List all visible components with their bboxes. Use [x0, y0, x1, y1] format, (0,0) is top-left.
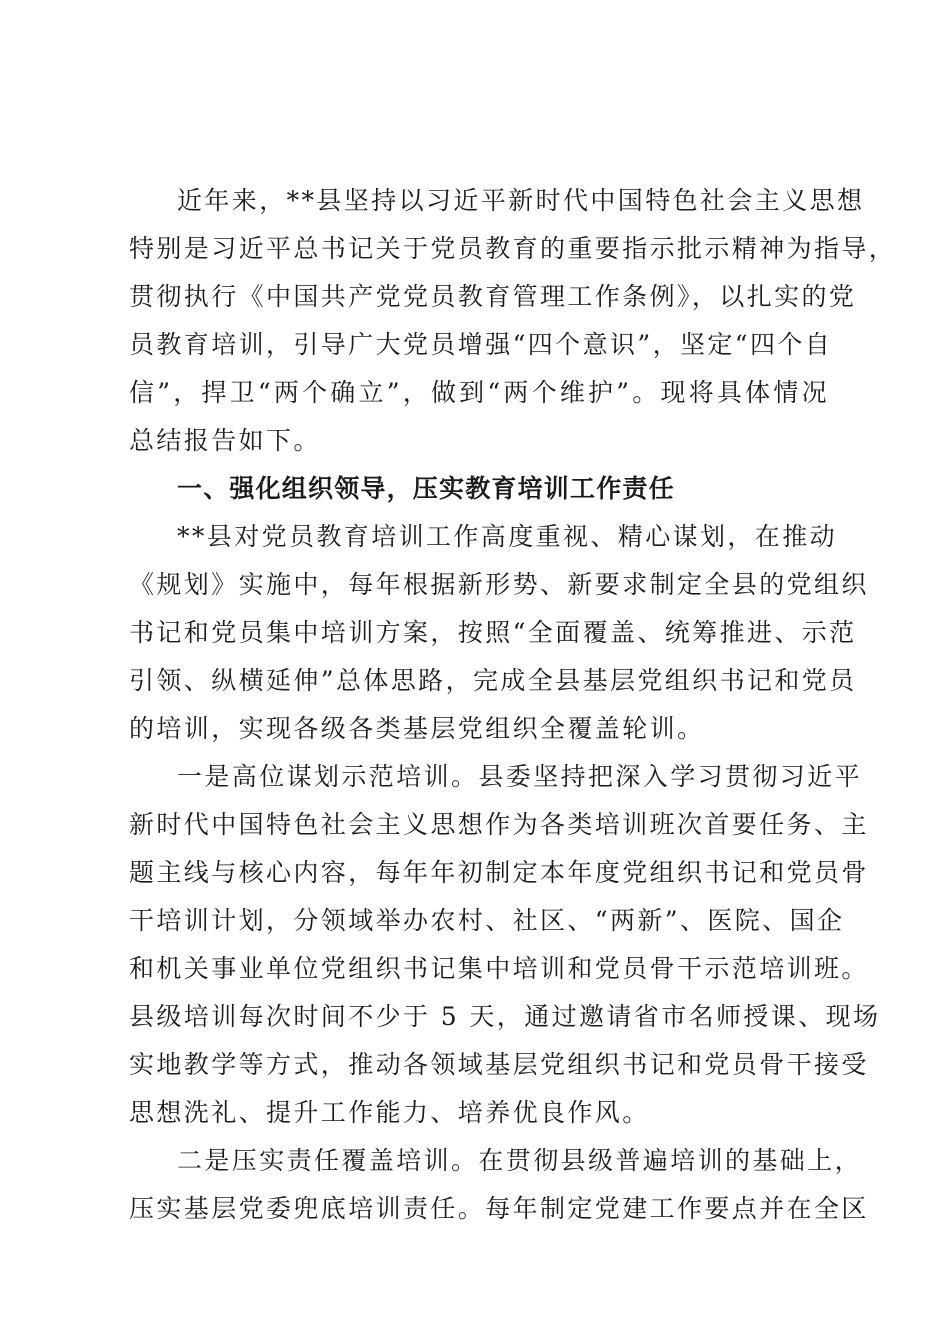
text-line: 书记和党员集中培训方案，按照“全面覆盖、统筹推进、示范 — [129, 618, 857, 647]
text-line: 新时代中国特色社会主义思想作为各类培训班次首要任务、主 — [129, 810, 869, 839]
text-line: 员教育培训，引导广大党员增强“四个意识”，坚定“四个自 — [129, 330, 833, 359]
text-line: 一是高位谋划示范培训。县委坚持把深入学习贯彻习近平 — [177, 762, 863, 791]
text-line: 干培训计划，分领域举办农村、社区、“两新”、医院、国企 — [129, 906, 845, 935]
text-line: 和机关事业单位党组织书记集中培训和党员骨干示范培训班。 — [129, 954, 869, 983]
text-line: 贯彻执行《中国共产党党员教育管理工作条例》，以扎实的党 — [129, 282, 857, 311]
text-line: 二是压实责任覆盖培训。在贯彻县级普遍培训的基础上， — [177, 1146, 863, 1175]
text-line: 题主线与核心内容，每年年初制定本年度党组织书记和党员骨 — [129, 858, 869, 887]
text-line: 引领、纵横延伸”总体思路，完成全县基层党组织书记和党员 — [129, 666, 857, 695]
text-line: 思想洗礼、提升工作能力、培养优良作风。 — [129, 1098, 650, 1127]
text-line: 《规划》实施中，每年根据新形势、新要求制定全县的党组织 — [129, 570, 869, 599]
text-line: 信”，捍卫“两个确立”，做到“两个维护”。现将具体情况 — [129, 378, 829, 407]
text-line: 的培训，实现各级各类基层党组织全覆盖轮训。 — [129, 714, 705, 743]
text-line: 特别是习近平总书记关于党员教育的重要指示批示精神为指导， — [129, 234, 897, 263]
section-heading: 一、强化组织领导，压实教育培训工作责任 — [177, 474, 675, 503]
text-line: 县级培训每次时间不少于 5 天，通过邀请省市名师授课、现场 — [129, 1002, 881, 1031]
text-line: 压实基层党委兜底培训责任。每年制定党建工作要点并在全区 — [129, 1194, 869, 1223]
text-line: 近年来，**县坚持以习近平新时代中国特色社会主义思想 — [177, 186, 865, 215]
text-line: 实地教学等方式，推动各领域基层党组织书记和党员骨干接受 — [129, 1050, 869, 1079]
text-line: **县对党员教育培训工作高度重视、精心谋划，在推动 — [177, 522, 838, 551]
text-line: 总结报告如下。 — [129, 426, 321, 455]
